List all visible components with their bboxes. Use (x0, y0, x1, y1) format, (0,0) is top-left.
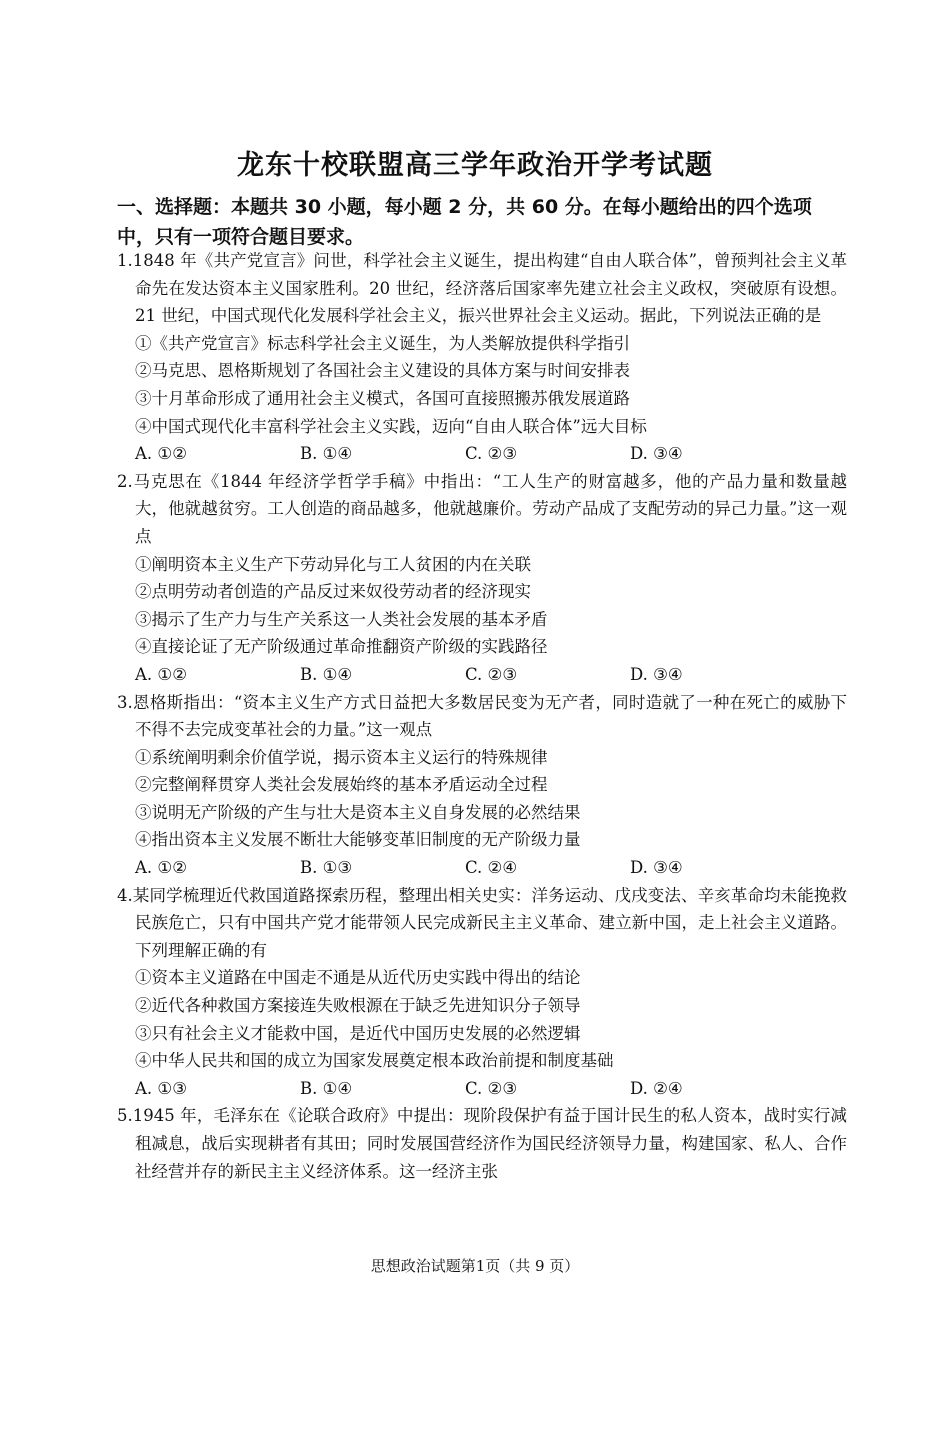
answer-choice: B. ①④ (300, 1078, 353, 1098)
page-footer: 思想政治试题第1页（共 9 页） (370, 1257, 580, 1275)
question-stem: 3.恩格斯指出：“资本主义生产方式日益把大多数居民变为无产者，同时造就了一种在死亡的威胁下不得不去完成变革社会的力量。”这一观点 (117, 692, 847, 740)
question-3 (117, 689, 847, 882)
statement-option: ③十月革命形成了通用社会主义模式，各国可直接照搬苏俄发展道路 (135, 388, 630, 408)
statement-option: ④指出资本主义发展不断壮大能够变革旧制度的无产阶级力量 (135, 830, 581, 850)
statement-option: ④中华人民共和国的成立为国家发展奠定根本政治前提和制度基础 (135, 1051, 614, 1071)
statement-option: ②点明劳动者创造的产品反过来奴役劳动者的经济现实 (135, 582, 531, 602)
statement-option: ④直接论证了无产阶级通过革命推翻资产阶级的实践路径 (135, 637, 548, 657)
section-heading: 一、选择题：本题共 30 小题，每小题 2 分，共 60 分。在每小题给出的四个选项中，只有一项符合题目要求。 (117, 196, 812, 248)
statement-option: ①系统阐明剩余价值学说，揭示资本主义运行的特殊规律 (135, 747, 548, 767)
answer-choice: D. ②④ (630, 1078, 683, 1098)
answer-choice: C. ②③ (465, 1078, 518, 1098)
answer-choice: A. ①② (135, 664, 187, 684)
answer-choice: D. ③④ (630, 444, 683, 464)
question-1 (117, 247, 847, 468)
question-4 (117, 882, 847, 1103)
answer-choice: A. ①② (135, 858, 187, 878)
statement-option: ④中国式现代化丰富科学社会主义实践，迈向“自由人联合体”远大目标 (135, 416, 647, 436)
question-5 (117, 1102, 847, 1185)
question-stem: 1.1848 年《共产党宣言》问世，科学社会主义诞生，提出构建“自由人联合体”，曾预判社会主义革命先在发达资本主义国家胜利。20 世纪，经济落后国家率先建立社会主义政权，突破原有设想。21 世纪，中国式现代化发展科学社会主义，振兴世界社会主义运动。据此，下列说法正确的是 (117, 251, 847, 326)
statement-option: ②完整阐释贯穿人类社会发展始终的基本矛盾运动全过程 (135, 775, 548, 795)
answer-choice: A. ①② (135, 444, 187, 464)
statement-option: ①阐明资本主义生产下劳动异化与工人贫困的内在关联 (135, 554, 531, 574)
answer-choice: B. ①④ (300, 664, 353, 684)
statement-option: ③说明无产阶级的产生与壮大是资本主义自身发展的必然结果 (135, 802, 581, 822)
exam-title: 龙东十校联盟高三学年政治开学考试题 (237, 150, 713, 181)
statement-option: ①《共产党宣言》标志科学社会主义诞生，为人类解放提供科学指引 (135, 333, 630, 353)
answer-choice: D. ③④ (630, 858, 683, 878)
statement-option: ②近代各种救国方案接连失败根源在于缺乏先进知识分子领导 (135, 996, 581, 1016)
answer-choices (117, 661, 847, 689)
answer-choices (117, 854, 847, 882)
statement-option: ③揭示了生产力与生产关系这一人类社会发展的基本矛盾 (135, 609, 548, 629)
question-list (117, 247, 847, 1185)
answer-choices (117, 1075, 847, 1103)
statement-option: ②马克思、恩格斯规划了各国社会主义建设的具体方案与时间安排表 (135, 361, 630, 381)
answer-choice: C. ②③ (465, 444, 518, 464)
question-stem: 2.马克思在《1844 年经济学哲学手稿》中指出：“工人生产的财富越多，他的产品力量和数量越大，他就越贫穷。工人创造的商品越多，他就越廉价。劳动产品成了支配劳动的异己力量。”这一观点 (117, 471, 847, 546)
answer-choice: D. ③④ (630, 664, 683, 684)
answer-choices (117, 440, 847, 468)
statement-option: ③只有社会主义才能救中国，是近代中国历史发展的必然逻辑 (135, 1023, 581, 1043)
answer-choice: A. ①③ (135, 1078, 187, 1098)
answer-choice: C. ②③ (465, 664, 518, 684)
answer-choice: B. ①③ (300, 858, 353, 878)
question-stem: 5.1945 年，毛泽东在《论联合政府》中提出：现阶段保护有益于国计民生的私人资本，战时实行减租减息，战后实现耕者有其田；同时发展国营经济作为国民经济领导力量，构建国家、私人、合作社经营并存的新民主主义经济体系。这一经济主张 (117, 1106, 847, 1181)
statement-option: ①资本主义道路在中国走不通是从近代历史实践中得出的结论 (135, 968, 581, 988)
answer-choice: C. ②④ (465, 858, 518, 878)
question-stem: 4.某同学梳理近代救国道路探索历程，整理出相关史实：洋务运动、戊戌变法、辛亥革命均未能挽救民族危亡，只有中国共产党才能带领人民完成新民主主义革命、建立新中国，走上社会主义道路。下列理解正确的有 (117, 885, 847, 960)
answer-choice: B. ①④ (300, 444, 353, 464)
question-2 (117, 468, 847, 689)
